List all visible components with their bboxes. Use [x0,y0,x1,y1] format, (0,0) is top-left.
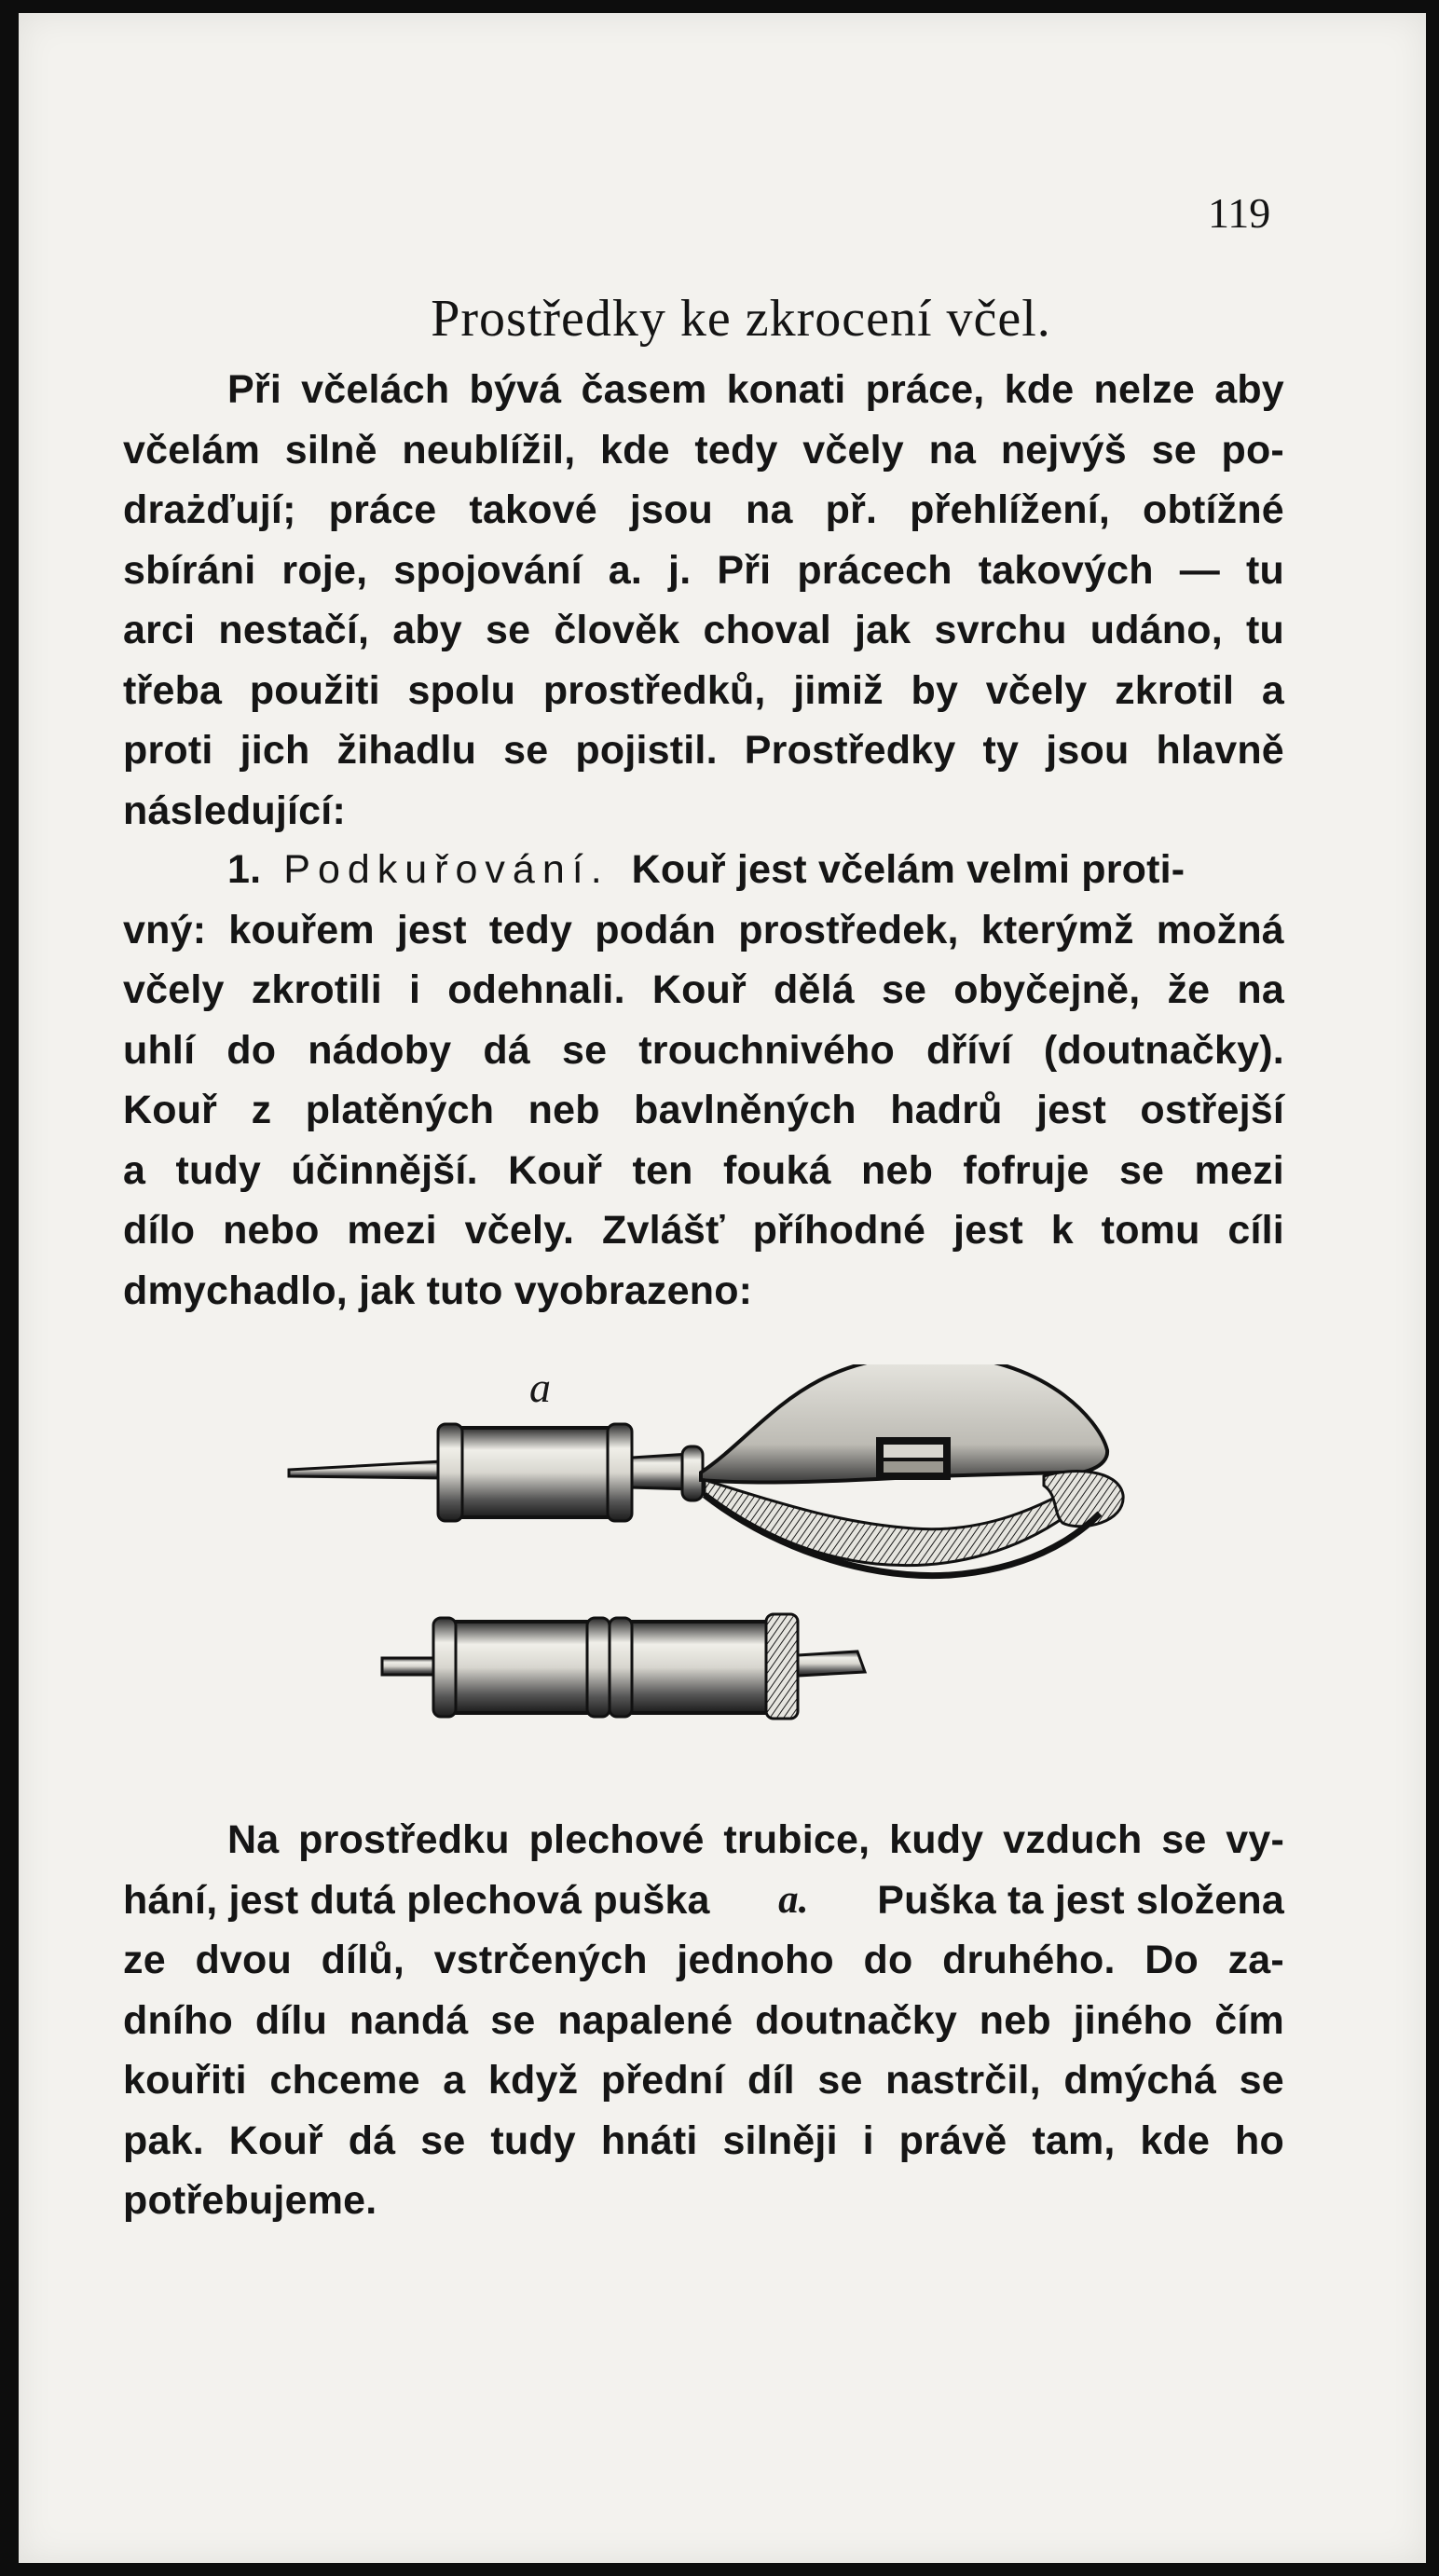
text-line [123,1870,1284,1931]
text-line: následující: [123,788,346,833]
text-line: kouřiti chceme a když přední díl se nastrčil, dmýchá se [123,2058,1284,2103]
smoker-bellows-illustration [280,1364,1137,1756]
paragraph-explanation [123,1810,1284,2231]
section-heading: Prostředky ke zkrocení včel. [431,290,1051,348]
text-line: a tudy účinnější. Kouř ten fouká neb fofruje se mezi [123,1147,1284,1193]
disassembled-canister [382,1614,865,1719]
text-line: ze dvou dílů, vstrčených jednoho do druhého. Do za- [123,1938,1284,1982]
text-line: vný: kouřem jest tedy podán prostředek, kterýmž možná [123,907,1284,952]
page-number: 119 [1208,189,1271,237]
text-fragment: hání, jest dutá plechová puška [123,1877,710,1923]
text-line: dílo nebo mezi včely. Zvlášť příhodné jest k tomu cíli [123,1208,1284,1253]
text-line: potřebujeme. [123,2178,377,2223]
text-line: dního dílu nandá se napalené doutnačky neb jiného čím [123,1997,1284,2043]
text-line: Na prostředku plechové trubice, kudy vzduch se vy- [227,1817,1284,1862]
assembled-smoker [289,1364,1123,1576]
text-line: Při včelách bývá časem konati práce, kde nelze aby [227,367,1284,412]
text-line: dmychadlo, jak tuto vyobrazeno: [123,1267,753,1313]
text-line: Kouř z platěných neb bavlněných hadrů jest ostřejší [123,1088,1284,1132]
text-line: včely zkrotili i odehnali. Kouř dělá se obyčejně, že na [123,967,1284,1012]
figure-reference: a. [778,1877,809,1922]
term-podkurovani: Podkuřování. [283,847,610,892]
paragraph-smoking [123,840,1284,1321]
text-fragment: Kouř jest včelám velmi proti- [631,847,1185,892]
text-line: sbíráni roje, spojování a. j. Při prácech takových — tu [123,547,1284,593]
book-page [19,13,1426,2563]
text-line: pak. Kouř dá se tudy hnáti silněji i právě tam, kde ho [123,2117,1284,2163]
text-line: třeba použiti spolu prostředků, jimiž by včely zkrotil a [123,667,1284,713]
text-line: včelám silně neublížil, kde tedy včely na nejvýš se po- [123,427,1284,473]
figure-label: a [529,1363,551,1411]
text-line: drażďují; práce takové jsou na př. přehlížení, obtížné [123,487,1284,532]
paragraph-intro [123,360,1284,841]
text-line: arci nestačí, aby se člověk choval jak svrchu udáno, tu [123,608,1284,652]
text-line: proti jich žihadlu se pojistil. Prostředky ty jsou hlavně [123,728,1284,773]
text-line: uhlí do nádoby dá se trouchnivého dříví (doutnačky). [123,1027,1284,1073]
list-number: 1. [227,847,262,892]
text-fragment: Puška ta jest složena [877,1877,1284,1923]
text-line [123,840,1284,900]
